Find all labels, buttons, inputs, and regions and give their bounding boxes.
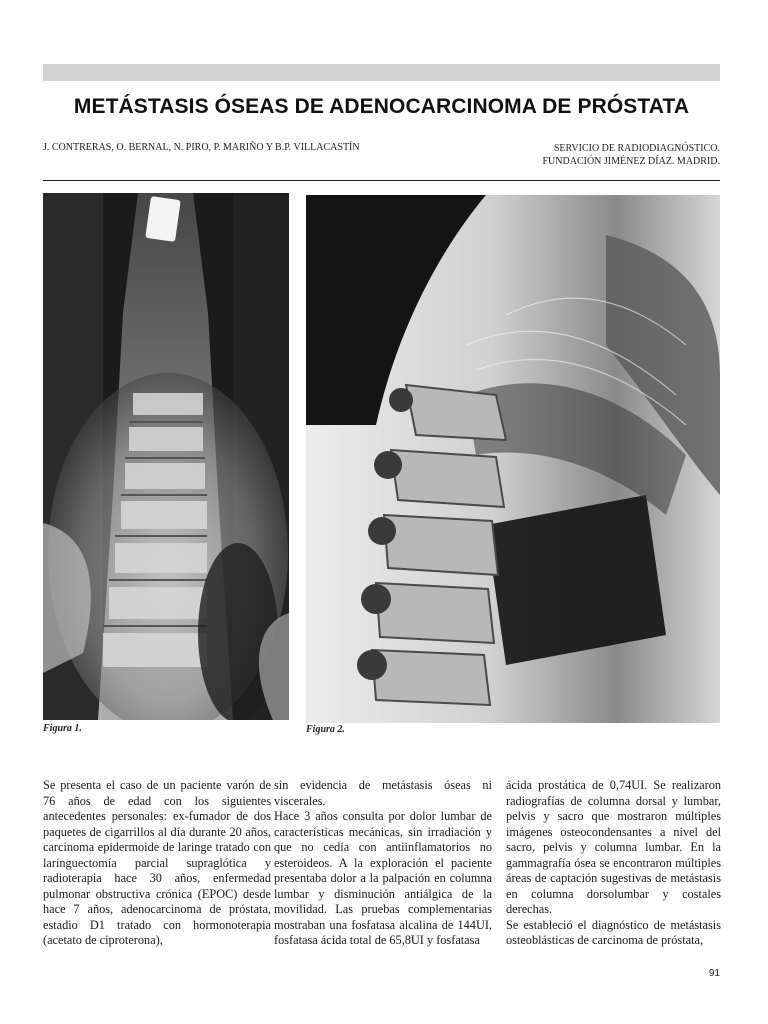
figure-1-caption: Figura 1. [43, 723, 82, 734]
article-title: METÁSTASIS ÓSEAS DE ADENOCARCINOMA DE PRÓSTATA [73, 95, 690, 118]
paragraph: Se estableció el diagnóstico de metástasis osteoblásticas de carcinoma de próstata, [506, 917, 721, 947]
paragraph: ácida prostática de 0,74UI. Se realizaron radiografías de columna dorsal y lumbar, pelvis y sacro que mostraron múltiples imágenes osteocondensantes a nivel del sacro, pelvis y columna lumbar. En la gammagrafía ósea se encontraron múltiples áreas de captación sugestivas de metástasis en columna dorsolumbar y costales derechas. [506, 778, 721, 916]
affiliation-line-1: SERVICIO DE RADIODIAGNÓSTICO. [553, 143, 720, 154]
header-rule [43, 180, 720, 181]
author-list: J. CONTRERAS, O. BERNAL, N. PIRO, P. MARIÑO Y B.P. VILLACASTÍN [43, 142, 360, 153]
spine-xray-ap-image [43, 193, 289, 720]
body-column-3 [506, 778, 721, 949]
body-column-1 [43, 778, 271, 949]
page-number: 91 [708, 968, 720, 979]
affiliation-line-2: FUNDACIÓN JIMÉNEZ DÍAZ. MADRID. [542, 156, 720, 167]
paragraph: Se presenta el caso de un paciente varón de 76 años de edad con los siguientes antecedentes personales: ex-fumador de dos paquetes de cigarrillos al día durante 20 años, carcinoma epidermoide de laringe tratado con laringuectomía parcial supraglótica y radioterapia hace 30 años, enfermedad pulmonar obstructiva crónica (EPOC) desde hace 7 años, adenocarcinoma de próstata, estadio D1 tratado con hormonoterapia (acetato de ciproterona), [43, 778, 271, 947]
header-bar [43, 64, 720, 81]
affiliation [543, 142, 721, 168]
spine-xray-lateral-image [306, 195, 720, 723]
body-column-2 [274, 778, 492, 949]
figure-2-radiograph [306, 195, 720, 723]
figure-2-caption: Figura 2. [306, 724, 345, 735]
figure-1-radiograph [43, 193, 289, 720]
paragraph: sin evidencia de metástasis óseas ni viscerales. [274, 778, 492, 808]
paragraph: Hace 3 años consulta por dolor lumbar de características mecánicas, sin irradiación y que no cedía con antiinflamatorios no esteroideos. A la exploración el paciente presentaba dolor a la palpación en columna lumbar y disminución antiálgica de la movilidad. Las pruebas complementarias mostraban una fosfatasa alcalina de 144UI, fosfatasa ácida total de 65,8UI y fosfatasa [274, 809, 492, 947]
